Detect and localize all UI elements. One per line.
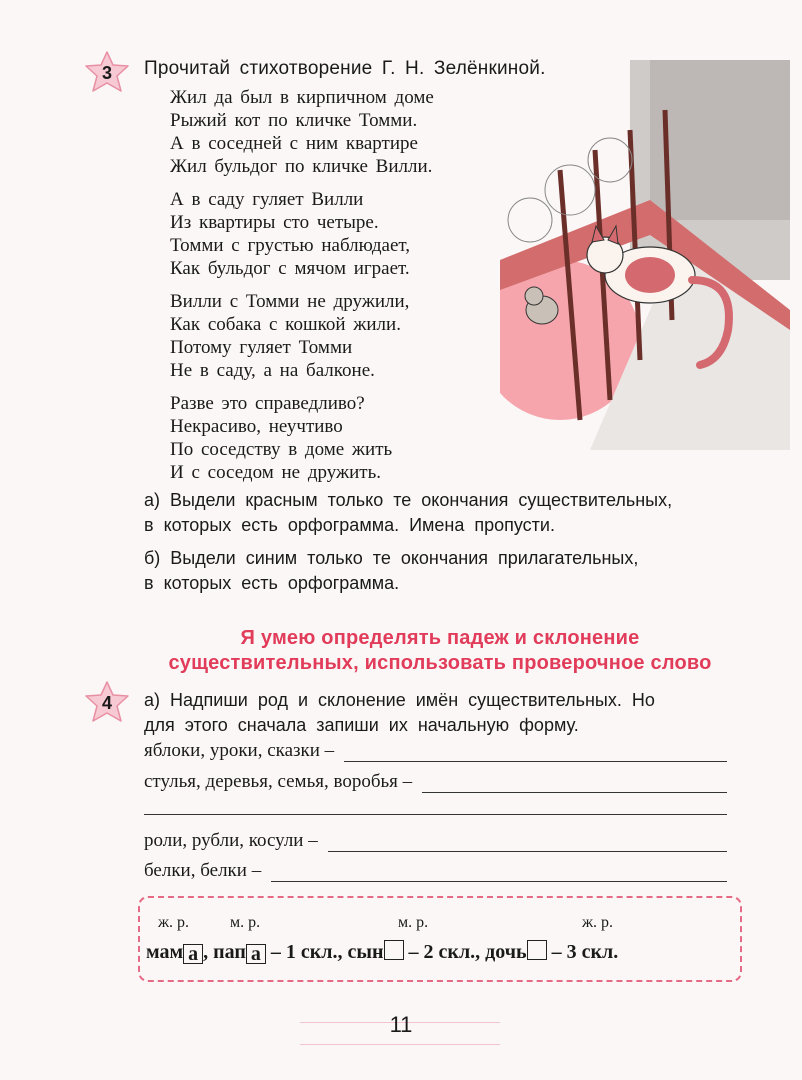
cat-balcony-illustration [500, 60, 790, 450]
poem-line: А в саду гуляет Вилли [170, 189, 364, 210]
section-heading [140, 626, 740, 676]
answer-line[interactable] [271, 865, 727, 882]
page-number: 11 [389, 1012, 413, 1037]
poem-line: Как собака с кошкой жили. [170, 314, 401, 335]
task-4-instructions [144, 688, 734, 738]
poem-stanza [170, 392, 434, 484]
poem-line: Как бульдог с мячом играет. [170, 258, 410, 279]
answer-row [144, 740, 727, 762]
answer-row-words: белки, белки – [144, 860, 262, 881]
poem-line: Из квартиры сто четыре. [170, 212, 379, 233]
heading-line-1: Я умею определять падеж и склонение [240, 627, 640, 649]
poem-line: И с соседом не дружить. [170, 462, 382, 483]
poem-line: Потому гуляет Томми [170, 337, 353, 358]
poem-stanza [170, 290, 434, 382]
answer-row-words: роли, рубли, косули – [144, 830, 318, 851]
gender-label: ж. р. [158, 914, 190, 931]
task-3-number: 3 [101, 63, 112, 83]
rule-box [138, 896, 742, 982]
instruction-b-line-2: в которых есть орфограмма. [144, 573, 400, 593]
answer-row [144, 860, 727, 882]
answer-row [144, 771, 727, 793]
poem-line: Вилли с Томми не дружили, [170, 291, 410, 312]
answer-row-words: яблоки, уроки, сказки – [144, 740, 335, 761]
answer-row [144, 830, 727, 852]
poem-line: А в соседней с ним квартире [170, 133, 418, 154]
ending-box: а [246, 944, 266, 964]
declension-3: – 3 скл. [551, 941, 619, 963]
declension-example: мам а , пап а – 1 скл., сын – 2 скл., дочь – 3 скл. [146, 941, 619, 965]
poem-line: Не в саду, а на балконе. [170, 360, 375, 381]
word-doch: дочь [485, 941, 527, 963]
task-3-title: Прочитай стихотворение Г. Н. Зелёнкиной. [144, 58, 546, 79]
poem [170, 86, 434, 494]
poem-line: Рыжий кот по кличке Томми. [170, 110, 418, 131]
gender-label: м. р. [398, 914, 429, 931]
footer-rule [300, 1044, 500, 1045]
declension-2: – 2 скл., [408, 941, 481, 963]
instruction-a-line-2: в которых есть орфограмма. Имена пропусти. [144, 515, 555, 535]
gender-label: ж. р. [582, 914, 614, 931]
declension-1: – 1 скл., [270, 941, 343, 963]
empty-ending-box [384, 940, 404, 960]
answer-line[interactable] [344, 745, 727, 762]
instruction-b-line-1: б) Выдели синим только те окончания прилагательных, [144, 548, 639, 568]
poem-line: По соседству в доме жить [170, 439, 393, 460]
poem-stanza [170, 86, 434, 178]
poem-stanza [170, 188, 434, 280]
poem-line: Разве это справедливо? [170, 393, 365, 414]
poem-line: Жил бульдог по кличке Вилли. [170, 156, 433, 177]
task-4-line-1: а) Надпиши род и склонение имён существительных. Но [144, 690, 655, 710]
answer-line[interactable] [328, 835, 727, 852]
poem-line: Жил да был в кирпичном доме [170, 87, 434, 108]
word-mam: мам [146, 941, 184, 963]
empty-ending-box [527, 940, 547, 960]
heading-line-2: существительных, использовать проверочное слово [168, 652, 712, 674]
poem-line: Томми с грустью наблюдает, [170, 235, 411, 256]
task-3-star-icon [84, 50, 130, 96]
poem-line: Некрасиво, неучтиво [170, 416, 343, 437]
gender-labels [150, 914, 710, 934]
instruction-a-line-1: а) Выдели красным только те окончания существительных, [144, 490, 673, 510]
word-pap: пап [213, 941, 246, 963]
task-4-number: 4 [101, 693, 112, 713]
answer-row-words: стулья, деревья, семья, воробья – [144, 771, 413, 792]
answer-line[interactable] [144, 814, 727, 815]
word-syn: сын [347, 941, 384, 963]
gender-label: м. р. [230, 914, 261, 931]
ending-box: а [183, 944, 203, 964]
answer-line[interactable] [422, 776, 727, 793]
task-4-line-2: для этого сначала запиши их начальную форму. [144, 715, 579, 735]
task-3-instructions [144, 488, 734, 596]
task-4-star-icon [84, 680, 130, 726]
